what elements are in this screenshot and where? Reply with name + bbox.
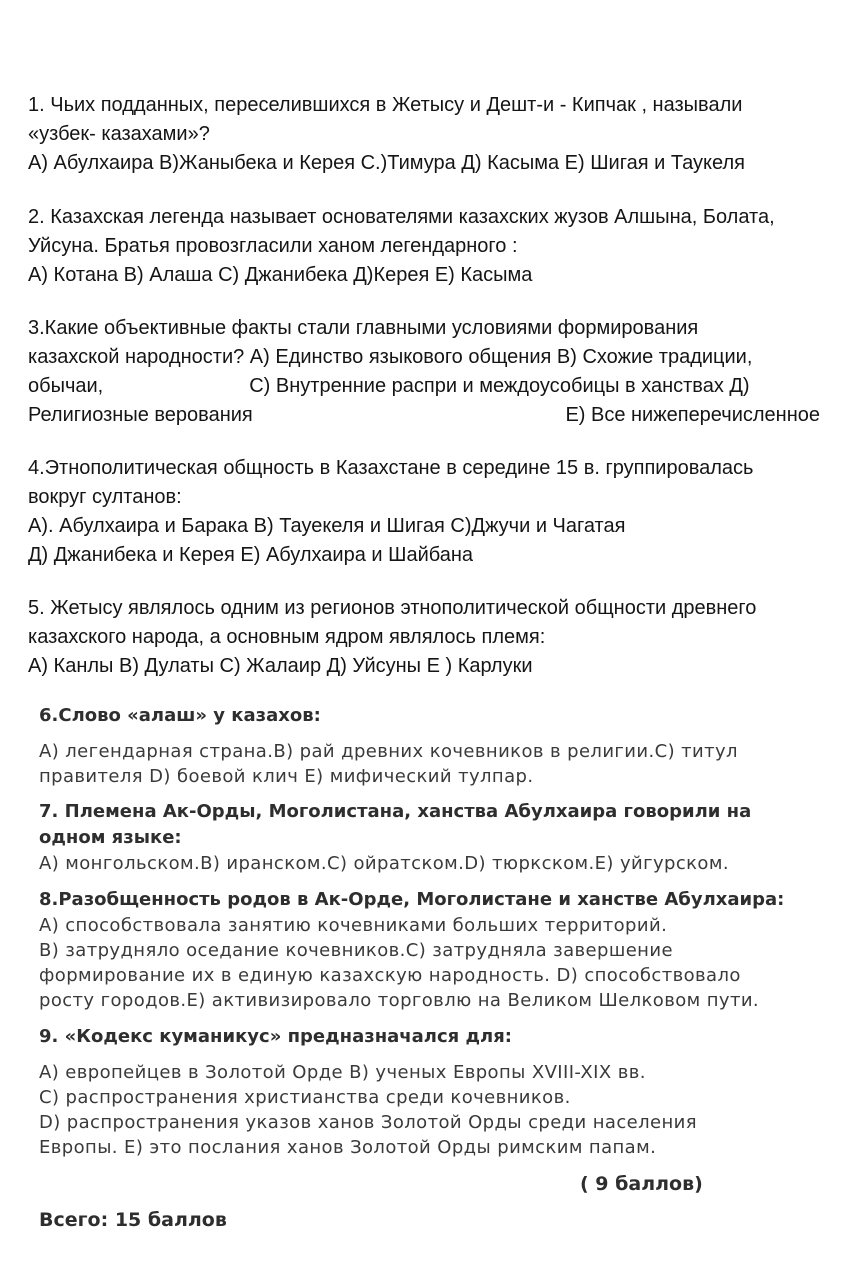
answer-options: А) легендарная страна.В) рай древних кочевников в религии.С) титул [39,741,738,762]
answer-options: А) европейцев в Золотой Орде В) ученых Европы XVIII-XIX вв. [39,1062,646,1083]
question-heading: одном языке: [39,827,182,848]
answer-options: А) Канлы В) Дулаты С) Жалаир Д) Уйсуны Е ) Карлуки [28,655,533,677]
question-text: вокруг султанов: [28,486,182,508]
answer-options: D) распространения указов ханов Золотой Орды среди населения [39,1112,697,1133]
question-heading: 9. «Кодекс куманикус» предназначался для: [39,1026,512,1047]
answer-options: А) Абулхаира В)Жаныбека и Керея С.)Тимура Д) Касыма Е) Шигая и Таукеля [28,152,745,174]
answer-options: А) способствовала занятию кочевниками больших территорий. [39,915,668,936]
question-text: «узбек- казахами»? [28,123,210,145]
answer-options: В) затрудняло оседание кочевников.С) затрудняла завершение [39,940,673,961]
answer-options: А) Котана В) Алаша С) Джанибека Д)Керея Е) Касыма [28,264,533,286]
question-4 [28,454,858,570]
total-score: Всего: 15 баллов [39,1209,227,1231]
question-heading: 6.Слово «алаш» у казахов: [39,705,321,726]
question-text: Уйсуна. Братья провозгласили ханом легендарного : [28,235,518,257]
question-text: казахской народности? А) Единство языкового общения В) Схожие традиции, [28,346,753,368]
answer-options: А). Абулхаира и Барака В) Тауекеля и Шигая С)Джучи и Чагатая [28,515,626,537]
question-8 [39,887,854,1013]
question-3 [28,314,858,430]
question-5 [28,594,858,681]
answer-options: росту городов.Е) активизировало торговлю на Великом Шелковом пути. [39,990,760,1011]
question-text: 2. Казахская легенда называет основателями казахских жузов Алшына, Болата, [28,206,775,228]
question-text: 5. Жетысу являлось одним из регионов этнополитической общности древнего [28,597,757,619]
answer-line [28,401,820,430]
answer-options: формирование их в единую казахскую народность. D) способствовало [39,965,741,986]
answer-options: правителя D) боевой клич Е) мифический тулпар. [39,766,534,787]
question-text: казахского народа, а основным ядром являлось племя: [28,626,546,648]
answer-options: Д) Джанибека и Керея Е) Абулхаира и Шайбана [28,544,474,566]
question-text: 1. Чьих подданных, переселившихся в Жетысу и Дешт-и - Кипчак , называли [28,94,743,116]
answer-fragment: Е) Все нижеперечисленное [565,404,820,426]
question-text: 4.Этнополитическая общность в Казахстане в середине 15 в. группировалась [28,457,754,479]
question-heading: 7. Племена Ак-Орды, Моголистана, ханства Абулхаира говорили на [39,801,752,822]
answer-fragment: обычаи, [28,375,104,397]
question-7 [39,799,854,876]
answer-line [28,372,858,401]
question-6 [39,703,854,789]
question-heading: 8.Разобщенность родов в Ак-Орде, Моголистане и ханстве Абулхаира: [39,889,785,910]
question-text: 3.Какие объективные факты стали главными условиями формирования [28,317,699,339]
question-2 [28,203,858,290]
answer-fragment: Религиозные верования [28,404,253,426]
score-label: ( 9 баллов) [580,1173,703,1195]
answer-options: А) монгольском.В) иранском.С) ойратском.D) тюркском.Е) уйгурском. [39,853,729,874]
question-9 [39,1024,854,1160]
answer-options: С) распространения христианства среди кочевников. [39,1087,571,1108]
answer-fragment: С) Внутренние распри и междоусобицы в ханствах Д) [249,375,750,397]
answer-options: Европы. Е) это послания ханов Золотой Орды римским папам. [39,1137,657,1158]
question-1 [28,91,858,178]
